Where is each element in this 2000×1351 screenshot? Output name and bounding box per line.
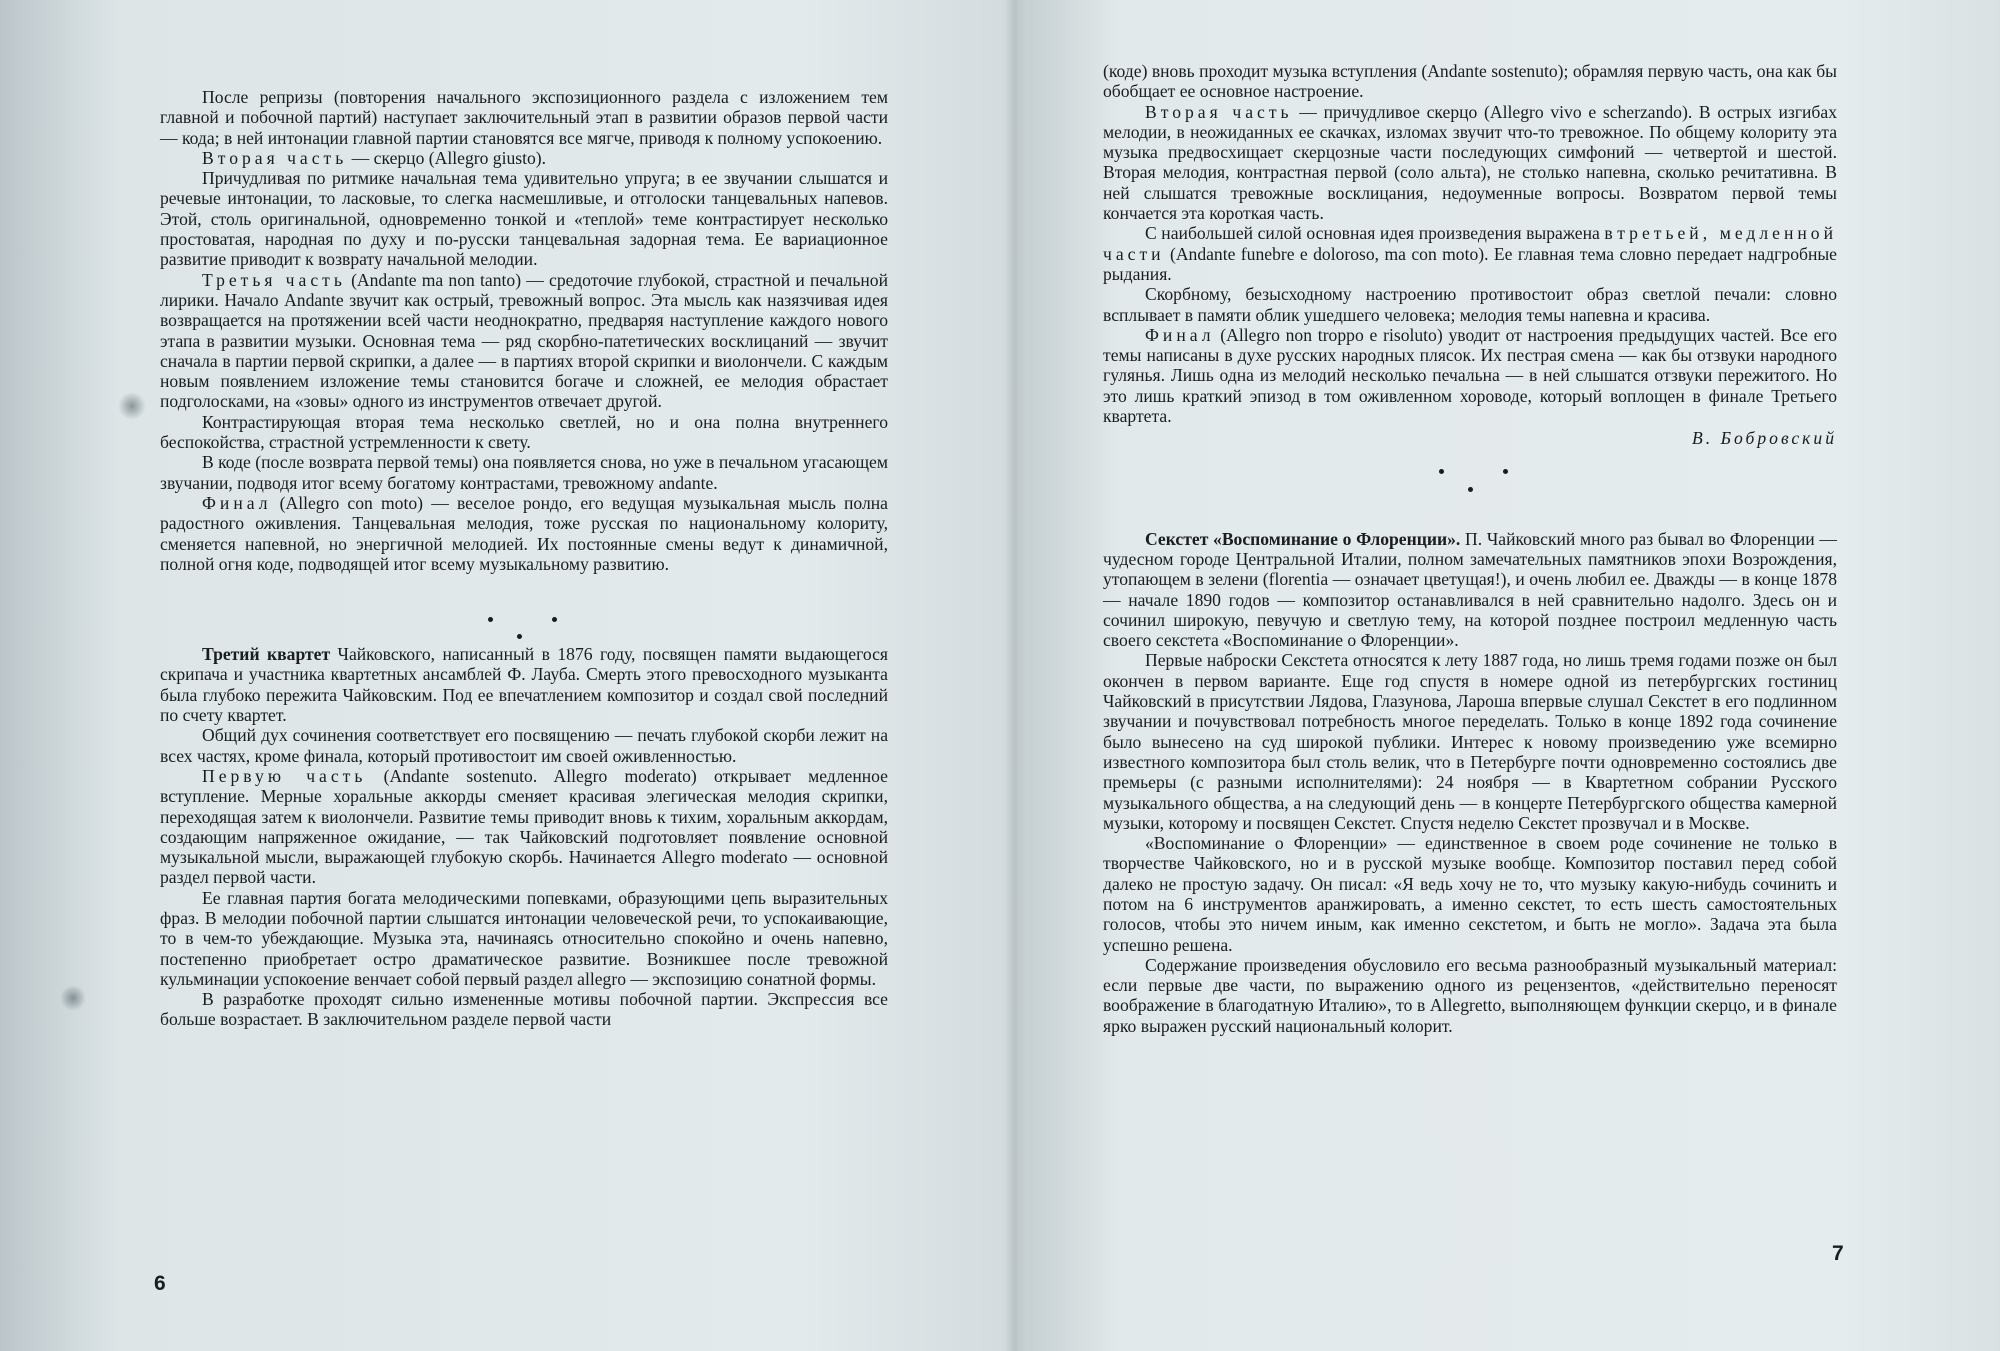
paragraph: Причудливая по ритмике начальная тема удивительно упруга; в ее звучании слышатся и речевые интонации, то ласковые, то слегка насмешливые, и отголоски танцевальных напевов. Этой, столь оригинальной, одновременно тонкой и «теплой» теме контрастирует несколько простоватая, народная по духу и по-русски танцевальная задорная тема. Ее вариационное развитие приводит к возврату начальной мелодии. — [160, 168, 888, 270]
paragraph: Финал (Allegro non troppo e risoluto) уводит от настроения предыдущих частей. Все его темы написаны в духе русских народных плясок. Их пестрая смена — как бы отзвуки народного гулянья. Лишь одна из мелодий несколько печальна — в ней слышатся отзвуки пережитого. Но это лишь краткий эпизод в том оживленном хороводе, который воплощен в финале Третьего квартета. — [1103, 324, 1837, 427]
paragraph: Третий квартет Чайковского, написанный в 1876 году, посвящен памяти выдающегося скрипача и участника квартетных ансамблей Ф. Лауба. Смерть этого превосходного музыканта была глубоко пережита Чайковским. Под ее впечатлением композитор и создал свой последний по счету квартет. — [160, 644, 888, 726]
section-separator — [1103, 449, 1837, 529]
paragraph: С наибольшей силой основная идея произведения выражена в третьей, медленной части (Andante funebre e doloroso, ma con moto). Ее главная тема словно передает надгробные рыдания. — [1103, 223, 1837, 284]
paragraph: «Воспоминание о Флоренции» — единственное в своем роде сочинение не только в творчестве Чайковского, но и в русской музыке вообще. Композитор поставил перед собой далеко не простую задачу. Он писал: «Я ведь хочу не то, что музыку какую-нибудь сочинить и потом на 6 инструментов аранжировать, а именно секстет, то есть шесть самостоятельных голосов, чтобы это ничем иным, как именно секстетом, и быть не могло». Задача эта была успешно решена. — [1103, 833, 1837, 955]
right-page — [1103, 61, 1837, 1036]
paragraph: Содержание произведения обусловило его весьма разнообразный музыкальный материал: если первые две части, по выражению одного из рецензентов, «действительно переносят воображение в благодатную Италию», то в Allegretto, выполняющем функции скерцо, и в финале ярко выражен русский национальный колорит. — [1103, 954, 1837, 1036]
book-spine-fold — [1005, 0, 1027, 1351]
paragraph: Общий дух сочинения соответствует его посвящению — печать глубокой скорби лежит на всех частях, кроме финала, который противостоит им своей оживленностью. — [160, 725, 888, 766]
paragraph: В коде (после возврата первой темы) она появляется снова, но уже в печальном угасающем звучании, подводя итог всему богатому контрастами, тревожному andante. — [160, 452, 888, 493]
section-separator — [160, 574, 888, 644]
paragraph: Первые наброски Секстета относятся к лету 1887 года, но лишь тремя годами позже он был окончен в первом варианте. Еще год спустя в номере одной из петербургских гостиниц Чайковский в присутствии Лядова, Глазунова, Лароша впервые слушал Секстет в его подлинном звучании и почувствовал потребность многое переделать. Только в конце 1892 года сочинение было вынесено на суд широкой публики. Интерес к новому произведению уже всемирно известного композитора был столь велик, что в Петербурге почти одновременно состоялись две премьеры (с разными исполнителями): 24 ноября — в Квартетном собрании Русского музыкального общества, а на следующий день — в концерте Петербургского общества камерной музыки, которому и посвящен Секстет. Спустя неделю Секстет прозвучал и в Москве. — [1103, 650, 1837, 833]
separator-dot — [1468, 487, 1473, 492]
paragraph: Вторая часть — скерцо (Allegro giusto). — [202, 147, 547, 168]
paragraph: Финал (Allegro con moto) — веселое рондо, его ведущая музыкальная мысль полна радостного оживления. Танцевальная мелодия, тоже русская по национальному колориту, сменяется напевной, но энергичной мелодией. Их постоянные смены ведут к динамичной, полной огня коде, подводящей итог всему музыкальному развитию. — [160, 492, 888, 574]
paragraph: Вторая часть — причудливое скерцо (Allegro vivo e scherzando). В острых изгибах мелодии, в неожиданных ее скачках, изломах звучит что-то тревожное. По общему колориту эта музыка предвосхищает скерцозные части последующих симфоний — четвертой и шестой. Вторая мелодия, контрастная первой (соло альта), не столько напевна, сколько речитативна. В ней слышатся тревожные восклицания, недоуменные вопросы. Возвратом первой темы кончается эта короткая часть. — [1103, 101, 1837, 224]
separator-dot — [1439, 469, 1444, 474]
paragraph: В разработке проходят сильно измененные мотивы побочной партии. Экспрессия все больше возрастает. В заключительном разделе первой части — [160, 989, 888, 1030]
ink-stain — [60, 985, 86, 1011]
ink-stain — [118, 392, 146, 420]
paragraph: Скорбному, безысходному настроению противостоит образ светлой печали: словно всплывает в памяти облик ушедшего человека; мелодия темы напевна и красива. — [1103, 284, 1837, 325]
separator-dot — [1503, 469, 1508, 474]
page-number: 7 — [1832, 1242, 1844, 1265]
paragraph: Первую часть (Andante sostenuto. Allegro moderato) открывает медленное вступление. Мерные хоральные аккорды сменяет красивая элегическая мелодия скрипки, переходящая затем к виолончели. Развитие темы приводит вновь к тихим, хоральным аккордам, создающим напряженное ожидание, — так Чайковский подготовляет появление основной музыкальной мысли, выражающей глубокую скорбь. Начинается Allegro moderato — основной раздел первой части. — [160, 765, 888, 888]
paragraph: После репризы (повторения начального экспозиционного раздела с изложением тем главной и побочной партий) наступает заключительный этап в развитии образов первой части — кода; в ней интонации главной партии становятся все мягче, приводя к полному успокоению. — [160, 87, 888, 148]
separator-dot — [517, 634, 522, 639]
page-number: 6 — [154, 1272, 166, 1295]
separator-dot — [488, 617, 493, 622]
author-signature: В. Бобровский — [1692, 428, 1837, 449]
paragraph: Секстет «Воспоминание о Флоренции». П. Чайковский много раз бывал во Флоренции — чудесном городе Центральной Италии, полном замечательных памятников эпохи Возрождения, утопающем в зелени (florentia — означает цветущая!), и очень любил ее. Дважды — в конце 1878 — начале 1890 годов — композитор останавливался в ней сравнительно надолго. Здесь он и сочинил широкую, певучую и светлую тему, на которой позднее построил медленную часть своего секстета «Воспоминание о Флоренции». — [1103, 528, 1837, 651]
paragraph: Контрастирующая вторая тема несколько светлей, но и она полна внутреннего беспокойства, страстной устремленности к свету. — [160, 411, 888, 453]
separator-dot — [552, 617, 557, 622]
left-page — [160, 87, 888, 1030]
paragraph: (коде) вновь проходит музыка вступления (Andante sostenuto); обрамляя первую часть, она как бы обобщает ее основное настроение. — [1103, 61, 1837, 102]
paragraph: Третья часть (Andante ma non tanto) — средоточие глубокой, страстной и печальной лирики. Начало Andante звучит как острый, тревожный вопрос. Эта мысль как назязчивая идея возвращается на протяжении всей части неоднократно, предваряя наступление каждого нового этапа в развитии музыки. Основная тема — ряд скорбно-патетических восклицаний — звучит сначала в партии первой скрипки, а далее — в партиях второй скрипки и виолончели. С каждым новым появлением изложение темы становится богаче и сложней, ее мелодия обрастает подголосками, на «зовы» одного из инструментов отвечает другой. — [160, 269, 888, 412]
paragraph: Ее главная партия богата мелодическими попевками, образующими цепь выразительных фраз. В мелодии побочной партии слышатся интонации человеческой речи, то успокаивающие, то в чем-то убеждающие. Музыка эта, начинаясь относительно спокойно и очень напевно, постепенно приобретает остро драматическое развитие. Возникшее после тревожной кульминации успокоение венчает собой первый раздел allegro — экспозицию сонатной формы. — [160, 887, 888, 989]
